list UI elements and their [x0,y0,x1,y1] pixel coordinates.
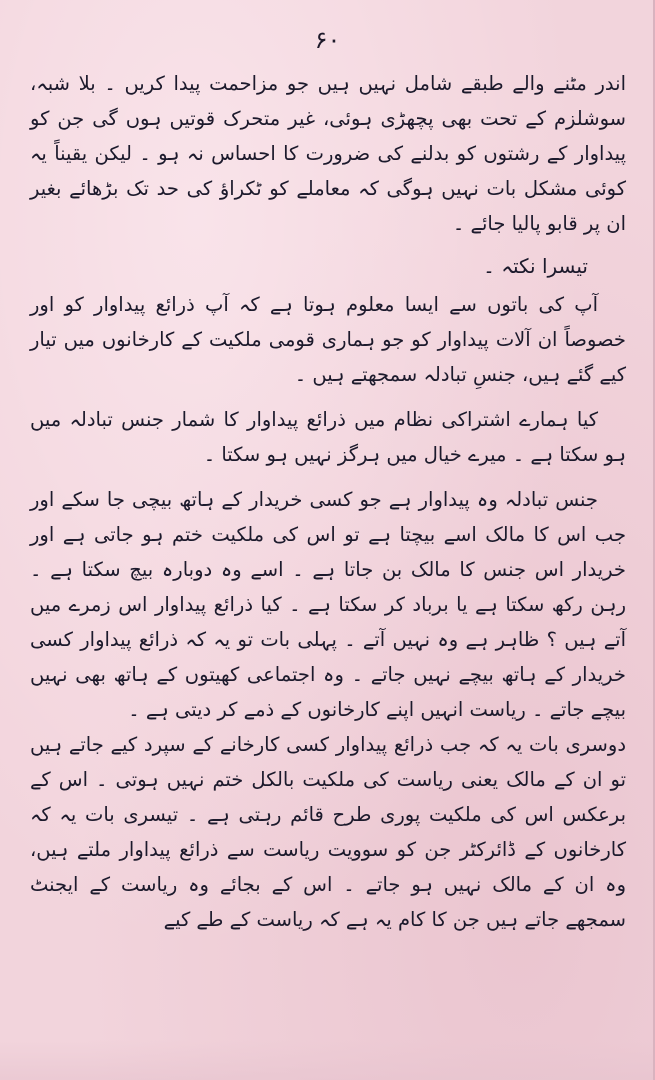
page-number: ۶۰ [314,26,341,54]
page-edge-shadow [0,1040,655,1080]
paragraph-5: دوسری بات یہ کہ جب ذرائع پیداوار کسی کارخانے کے سپرد کیے جاتے ہیں تو ان کے مالک یعنی ریاست کی ملکیت بالکل ختم نہیں ہوتی ۔ اس کے برعکس اس کی ملکیت پوری طرح قائم رہتی ہے ۔ تیسری بات یہ کہ کارخانوں کے ڈائرکٹر جن کو سوویت ریاست سے ذرائع پیداوار ملتے ہیں، وہ ان کے مالک نہیں ہو جاتے ۔ اس کے بجائے وہ ریاست کے ایجنٹ سمجھے جاتے ہیں جن کا کام یہ ہے کہ ریاست کے طے کیے [30,733,626,931]
paragraph-1: اندر مٹنے والے طبقے شامل نہیں ہیں جو مزاحمت پیدا کریں ۔ بلا شبہ، سوشلزم کے تحت بھی پچھڑی ہوئی، غیر متحرک قوتیں ہوں گی جن کو پیداوار کے رشتوں کو بدلنے کی ضرورت کا احساس نہ ہو ۔ لیکن یقیناً یہ کوئی مشکل بات نہیں ہوگی کہ معاملے کو ٹکراؤ کی حد تک بڑھائے بغیر ان پر قابو پالیا جائے ۔ [30,72,626,235]
page-body [30,66,626,937]
section-heading: تیسرا نکتہ ۔ [483,254,588,278]
paragraph-3: کیا ہمارے اشتراکی نظام میں ذرائع پیداوار کا شمار جنس تبادلہ میں ہو سکتا ہے ۔ میرے خیال میں ہرگز نہیں ہو سکتا ۔ [30,408,626,466]
paragraph-2: آپ کی باتوں سے ایسا معلوم ہوتا ہے کہ آپ ذرائع پیداوار کو اور خصوصاً ان آلات پیداوار کو جو ہماری قومی ملکیت کے کارخانوں میں تیار کیے گئے ہیں، جنسِ تبادلہ سمجھتے ہیں ۔ [30,293,626,386]
paragraph-4: جنس تبادلہ وہ پیداوار ہے جو کسی خریدار کے ہاتھ بیچی جا سکے اور جب اس کا مالک اسے بیچتا ہے تو اس کی ملکیت ختم ہو جاتی ہے اور خریدار اس جنس کا مالک بن جاتا ہے ۔ اسے وہ دوبارہ بیچ سکتا ہے ۔ رہن رکھ سکتا ہے یا برباد کر سکتا ہے ۔ کیا ذرائع پیداوار اس زمرے میں آتے ہیں ؟ ظاہر ہے وہ نہیں آتے ۔ پہلی بات تو یہ کہ ذرائع پیداوار کسی خریدار کے ہاتھ بیچے نہیں جاتے ۔ وہ اجتماعی کھیتوں کے ہاتھ بھی نہیں بیچے جاتے ۔ ریاست انہیں اپنے کارخانوں کے ذمے کر دیتی ہے ۔ [30,488,626,721]
